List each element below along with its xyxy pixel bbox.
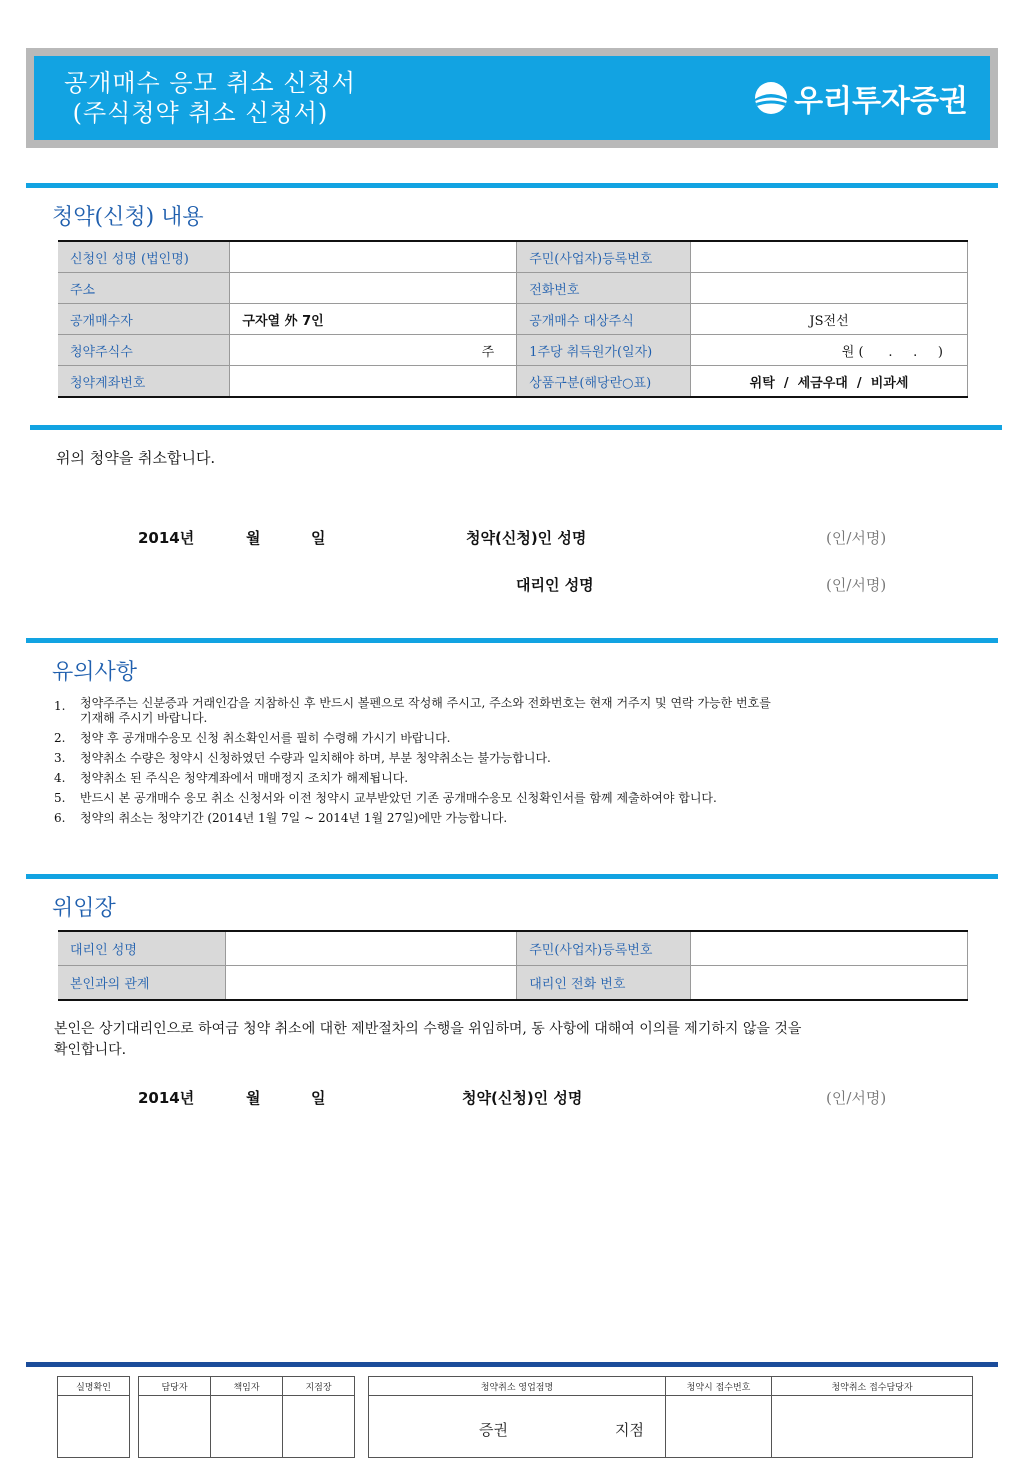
footer-divider (26, 1362, 998, 1367)
note-number: 4. (54, 771, 66, 785)
notes-list (54, 696, 954, 828)
note-number: 5. (54, 791, 66, 805)
agent-phone-label: 대리인 전화 번호 (517, 966, 691, 1001)
product-type-options[interactable]: 위탁 / 세금우대 / 비과세 (691, 366, 968, 398)
list-item (54, 768, 954, 788)
target-stock-label: 공개매수 대상주식 (517, 304, 691, 335)
divider (139, 1395, 354, 1396)
table-row (58, 366, 968, 398)
applicant-signature-label: 청약(신청)인 성명 (466, 529, 587, 547)
agent-name-field[interactable] (226, 931, 517, 966)
cost-per-share-label: 1주당 취득원가(일자) (517, 335, 691, 366)
tender-offeror-label: 공개매수자 (58, 304, 230, 335)
proxy-statement (54, 1019, 984, 1061)
account-no-field[interactable] (230, 366, 517, 398)
identity-check-label: 실명확인 (76, 1383, 111, 1393)
list-item (54, 728, 954, 748)
approval-box (138, 1376, 355, 1458)
date-day: 일 (311, 529, 326, 547)
share-count-label: 청약주식수 (58, 335, 230, 366)
note-text: 청약취소 된 주식은 청약계좌에서 매매정지 조치가 해제됩니다. (80, 771, 409, 785)
tender-offeror-value: 구자열 外 7인 (230, 304, 517, 335)
agent-name-label: 대리인 성명 (58, 931, 226, 966)
account-no-label: 청약계좌번호 (58, 366, 230, 398)
table-row (58, 966, 968, 1001)
note-text: 청약의 취소는 청약기간 (2014년 1월 7일 ~ 2014년 1월 27일)에만 가능합니다. (80, 811, 508, 825)
form-title-line1: 공개매수 응모 취소 신청서 (64, 69, 356, 97)
table-row (58, 241, 968, 273)
address-field[interactable] (230, 273, 517, 304)
relationship-field[interactable] (226, 966, 517, 1001)
note-text: 청약 후 공개매수응모 신청 취소확인서를 필히 수령해 가시기 바랍니다. (80, 731, 451, 745)
staff-label: 담당자 (161, 1383, 188, 1393)
branch-info-box (368, 1376, 973, 1458)
agent-signature-label: 대리인 성명 (516, 576, 594, 594)
product-type-label: 상품구분(해당란○표) (517, 366, 691, 398)
cost-per-share-field[interactable]: 원 ( . . ) (691, 335, 968, 366)
date-year: 2014년 (138, 529, 195, 547)
logo-text: 우리투자증권 (794, 84, 968, 119)
registration-no-label: 주민(사업자)등록번호 (517, 241, 691, 273)
note-number: 3. (54, 751, 66, 765)
note-number: 2. (54, 731, 66, 745)
note-number: 6. (54, 811, 66, 825)
phone-field[interactable] (691, 273, 968, 304)
address-label: 주소 (58, 273, 230, 304)
identity-check-box (57, 1376, 130, 1458)
seal-note: (인/서명) (826, 529, 887, 547)
section-title-subscription: 청약(신청) 내용 (52, 205, 204, 230)
note-text: 청약주주는 신분증과 거래인감을 지참하신 후 반드시 볼펜으로 작성해 주시고, 주소와 전화번호는 현재 거주지 및 연락 가능한 번호를 (80, 696, 771, 710)
date-year: 2014년 (138, 1089, 195, 1107)
agent-registration-field[interactable] (691, 931, 968, 966)
target-stock-value: JS전선 (691, 304, 968, 335)
logo-emblem-icon (754, 81, 788, 115)
header-banner (34, 56, 990, 140)
form-title-line2: (주식청약 취소 신청서) (64, 99, 329, 127)
proxy-statement-line1: 본인은 상기대리인으로 하여금 청약 취소에 대한 제반절차의 수행을 위임하며, 동 사항에 대해여 이의를 제기하지 않을 것을 (54, 1021, 802, 1037)
relationship-label: 본인과의 관계 (58, 966, 226, 1001)
list-item (54, 696, 954, 726)
note-number: 1. (54, 699, 66, 713)
section-divider (30, 425, 1002, 430)
branch-label: 지점 (615, 1421, 644, 1439)
section-title-proxy: 위임장 (52, 896, 116, 921)
securities-label: 증권 (479, 1421, 508, 1439)
table-row (58, 273, 968, 304)
divider (369, 1395, 972, 1396)
form-title (64, 68, 356, 128)
applicant-name-field[interactable] (230, 241, 517, 273)
branch-head-label: 지점장 (305, 1383, 332, 1393)
seal-note: (인/서명) (826, 1089, 887, 1107)
branch-name-label: 청약취소 영업점명 (480, 1383, 554, 1393)
manager-label: 책임자 (233, 1383, 260, 1393)
table-row (58, 931, 968, 966)
list-item (54, 808, 954, 828)
applicant-signature-label: 청약(신청)인 성명 (462, 1089, 583, 1107)
applicant-name-label: 신청인 성명 (법인명) (58, 241, 230, 273)
divider (58, 1395, 129, 1396)
registration-no-field[interactable] (691, 241, 968, 273)
agent-phone-field[interactable] (691, 966, 968, 1001)
receipt-no-label: 청약시 접수번호 (686, 1383, 751, 1393)
agent-registration-label: 주민(사업자)등록번호 (517, 931, 691, 966)
cancel-statement: 위의 청약을 취소합니다. (56, 449, 216, 467)
note-text: 반드시 본 공개매수 응모 취소 신청서와 이전 청약시 교부받았던 기존 공개매수응모 신청확인서를 함께 제출하여야 합니다. (80, 791, 717, 805)
share-count-field[interactable]: 주 (230, 335, 517, 366)
subscription-table (58, 240, 968, 398)
list-item (54, 788, 954, 808)
section-divider (26, 638, 998, 643)
date-day: 일 (311, 1089, 326, 1107)
note-text-continued: 기재해 주시기 바랍니다. (80, 711, 208, 725)
section-divider (26, 874, 998, 879)
proxy-table (58, 930, 968, 1001)
company-logo (754, 76, 968, 120)
table-row (58, 304, 968, 335)
section-divider (26, 183, 998, 188)
cancel-staff-label: 청약취소 접수담당자 (831, 1383, 913, 1393)
proxy-statement-line2: 확인합니다. (54, 1042, 127, 1058)
list-item (54, 748, 954, 768)
note-text: 청약취소 수량은 청약시 신청하였던 수량과 일치해야 하며, 부분 청약취소는 불가능합니다. (80, 751, 551, 765)
date-month: 월 (246, 1089, 261, 1107)
seal-note: (인/서명) (826, 576, 887, 594)
phone-label: 전화번호 (517, 273, 691, 304)
section-title-notes: 유의사항 (52, 660, 138, 685)
table-row (58, 335, 968, 366)
date-month: 월 (246, 529, 261, 547)
